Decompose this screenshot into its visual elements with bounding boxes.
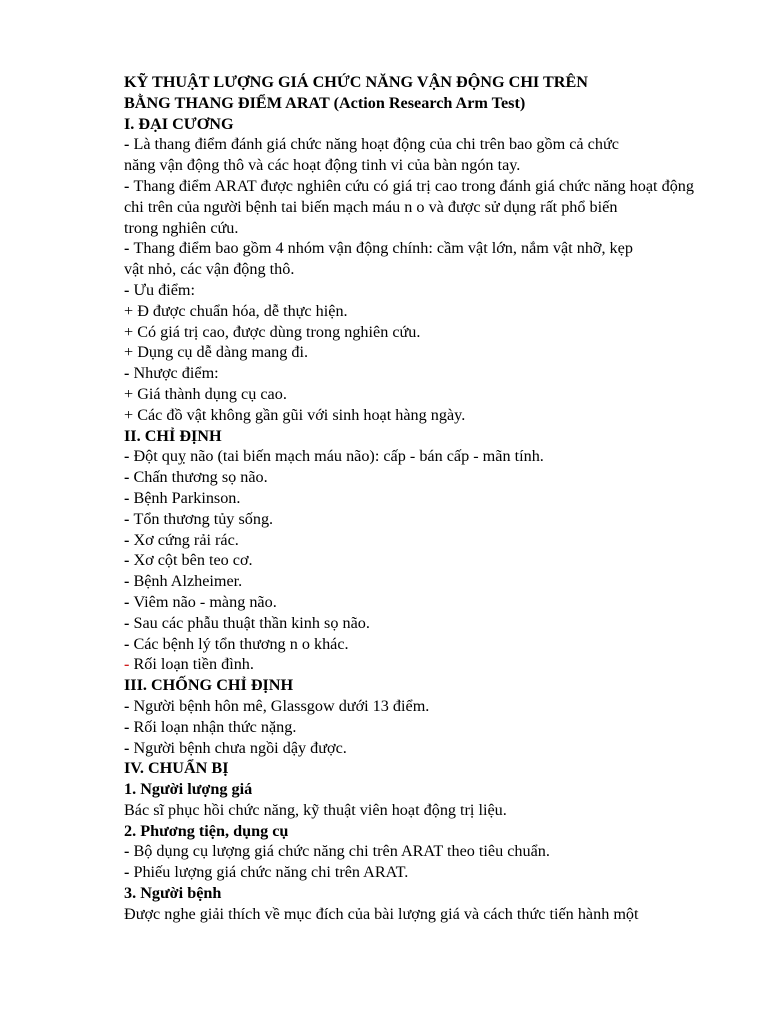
list-item-text: Giá thành dụng cụ cao. bbox=[137, 384, 287, 403]
bullet-dash: - bbox=[124, 863, 134, 882]
list-item bbox=[124, 467, 714, 488]
list-item bbox=[124, 509, 714, 530]
section-heading-indications: II. CHỈ ĐỊNH bbox=[124, 426, 222, 445]
list-item bbox=[124, 384, 714, 405]
bullet-dash: - bbox=[124, 488, 134, 507]
bullet-dash: - bbox=[124, 696, 134, 715]
list-item-text: Xơ cột bên teo cơ. bbox=[133, 551, 253, 570]
paragraph-line: năng vận động thô và các hoạt động tinh vi của bàn ngón tay. bbox=[124, 156, 521, 175]
bullet-dash: - bbox=[124, 239, 134, 258]
list-item bbox=[124, 613, 714, 634]
paragraph-line: Được nghe giải thích về mục đích của bài lượng giá và cách thức tiến hành một bbox=[124, 904, 639, 923]
bullet-dash: - bbox=[124, 509, 134, 528]
list-item bbox=[124, 322, 714, 343]
bullet-plus: + bbox=[124, 384, 138, 403]
paragraph-line bbox=[124, 238, 714, 259]
list-item-text: Sau các phẫu thuật thần kinh sọ não. bbox=[133, 613, 370, 632]
bullet-dash: - bbox=[124, 842, 134, 861]
paragraph-line: Bác sĩ phục hồi chức năng, kỹ thuật viên hoạt động trị liệu. bbox=[124, 800, 507, 819]
list-item-text: Tổn thương tủy sống. bbox=[133, 509, 274, 528]
list-item-text: Người bệnh chưa ngồi dậy được. bbox=[133, 738, 347, 757]
bullet-dash: - bbox=[124, 572, 134, 591]
list-item-text: Dụng cụ dễ dàng mang đi. bbox=[137, 343, 309, 362]
list-item bbox=[124, 342, 714, 363]
list-item-text: Có giá trị cao, được dùng trong nghiên cứu. bbox=[137, 322, 421, 341]
list-item bbox=[124, 841, 714, 862]
paragraph-text: Là thang điểm đánh giá chức năng hoạt động của chi trên bao gồm cả chức bbox=[133, 135, 619, 154]
bullet-dash: - bbox=[124, 468, 134, 487]
section-heading-contraindications: III. CHỐNG CHỈ ĐỊNH bbox=[124, 676, 294, 695]
list-item bbox=[124, 634, 714, 655]
bullet-plus: + bbox=[124, 322, 138, 341]
list-item-text: Chấn thương sọ não. bbox=[133, 468, 268, 487]
subheading-patient: 3. Người bệnh bbox=[124, 884, 222, 903]
pros-label-line bbox=[124, 280, 714, 301]
list-item-text: Đ được chuẩn hóa, dễ thực hiện. bbox=[137, 301, 348, 320]
bullet-dash: - bbox=[124, 280, 134, 299]
bullet-dash: - bbox=[124, 530, 134, 549]
section-heading-general: I. ĐẠI CƯƠNG bbox=[124, 114, 234, 133]
list-item bbox=[124, 862, 714, 883]
bullet-dash: - bbox=[124, 551, 134, 570]
pros-label: Ưu điểm: bbox=[133, 280, 196, 299]
list-item-text: Rối loạn nhận thức nặng. bbox=[133, 717, 297, 736]
cons-label-line bbox=[124, 363, 714, 384]
list-item-text: Viêm não - màng não. bbox=[133, 592, 277, 611]
list-item bbox=[124, 405, 714, 426]
bullet-plus: + bbox=[124, 343, 138, 362]
list-item-text: Xơ cứng rải rác. bbox=[133, 530, 239, 549]
list-item bbox=[124, 550, 714, 571]
list-item-text: Bệnh Parkinson. bbox=[133, 488, 241, 507]
list-item-text: Bộ dụng cụ lượng giá chức năng chi trên ARAT theo tiêu chuẩn. bbox=[133, 842, 550, 861]
bullet-dash: - bbox=[124, 613, 134, 632]
list-item-text: Các bệnh lý tổn thương n o khác. bbox=[133, 634, 349, 653]
paragraph-text: Thang điểm ARAT được nghiên cứu có giá trị cao trong đánh giá chức năng hoạt động chi trên của người bệnh tai biến mạch máu n o và được sử dụng rất phổ biến bbox=[124, 176, 694, 216]
paragraph-line: vật nhỏ, các vận động thô. bbox=[124, 260, 295, 279]
bullet-dash-red: - bbox=[124, 655, 134, 674]
list-item-text: Các đồ vật không gần gũi với sinh hoạt hàng ngày. bbox=[137, 405, 466, 424]
paragraph-wrapped bbox=[124, 176, 714, 218]
document-content bbox=[124, 72, 714, 925]
doc-title-line-1: KỸ THUẬT LƯỢNG GIÁ CHỨC NĂNG VẬN ĐỘNG CHI TRÊN bbox=[124, 73, 588, 91]
cons-label: Nhược điểm: bbox=[133, 364, 219, 383]
bullet-dash: - bbox=[124, 717, 134, 736]
list-item bbox=[124, 592, 714, 613]
doc-title-line-2: BẰNG THANG ĐIỂM ARAT (Action Research Arm Test) bbox=[124, 93, 526, 112]
bullet-plus: + bbox=[124, 405, 138, 424]
list-item bbox=[124, 571, 714, 592]
list-item bbox=[124, 654, 714, 675]
subheading-assessor: 1. Người lượng giá bbox=[124, 780, 253, 799]
list-item-text: Phiếu lượng giá chức năng chi trên ARAT. bbox=[133, 863, 409, 882]
bullet-dash: - bbox=[124, 634, 134, 653]
bullet-dash: - bbox=[124, 364, 134, 383]
paragraph-line: trong nghiên cứu. bbox=[124, 218, 239, 237]
bullet-plus: + bbox=[124, 301, 138, 320]
bullet-dash: - bbox=[124, 176, 134, 195]
list-item bbox=[124, 717, 714, 738]
subheading-equipment: 2. Phương tiện, dụng cụ bbox=[124, 821, 289, 840]
list-item bbox=[124, 530, 714, 551]
list-item-text: Người bệnh hôn mê, Glassgow dưới 13 điểm. bbox=[133, 696, 430, 715]
bullet-dash: - bbox=[124, 135, 134, 154]
list-item bbox=[124, 301, 714, 322]
paragraph-line bbox=[124, 134, 714, 155]
list-item bbox=[124, 738, 714, 759]
list-item bbox=[124, 696, 714, 717]
bullet-dash: - bbox=[124, 592, 134, 611]
list-item-text: Rối loạn tiền đình. bbox=[133, 655, 254, 674]
list-item bbox=[124, 488, 714, 509]
paragraph-text: Thang điểm bao gồm 4 nhóm vận động chính: cầm vật lớn, nắm vật nhỡ, kẹp bbox=[133, 239, 633, 258]
list-item-text: Bệnh Alzheimer. bbox=[133, 572, 243, 591]
list-item bbox=[124, 446, 714, 467]
list-item-text: Đột quỵ não (tai biến mạch máu não): cấp - bán cấp - mãn tính. bbox=[133, 447, 544, 466]
bullet-dash: - bbox=[124, 738, 134, 757]
bullet-dash: - bbox=[124, 447, 134, 466]
section-heading-preparation: IV. CHUẨN BỊ bbox=[124, 759, 229, 778]
